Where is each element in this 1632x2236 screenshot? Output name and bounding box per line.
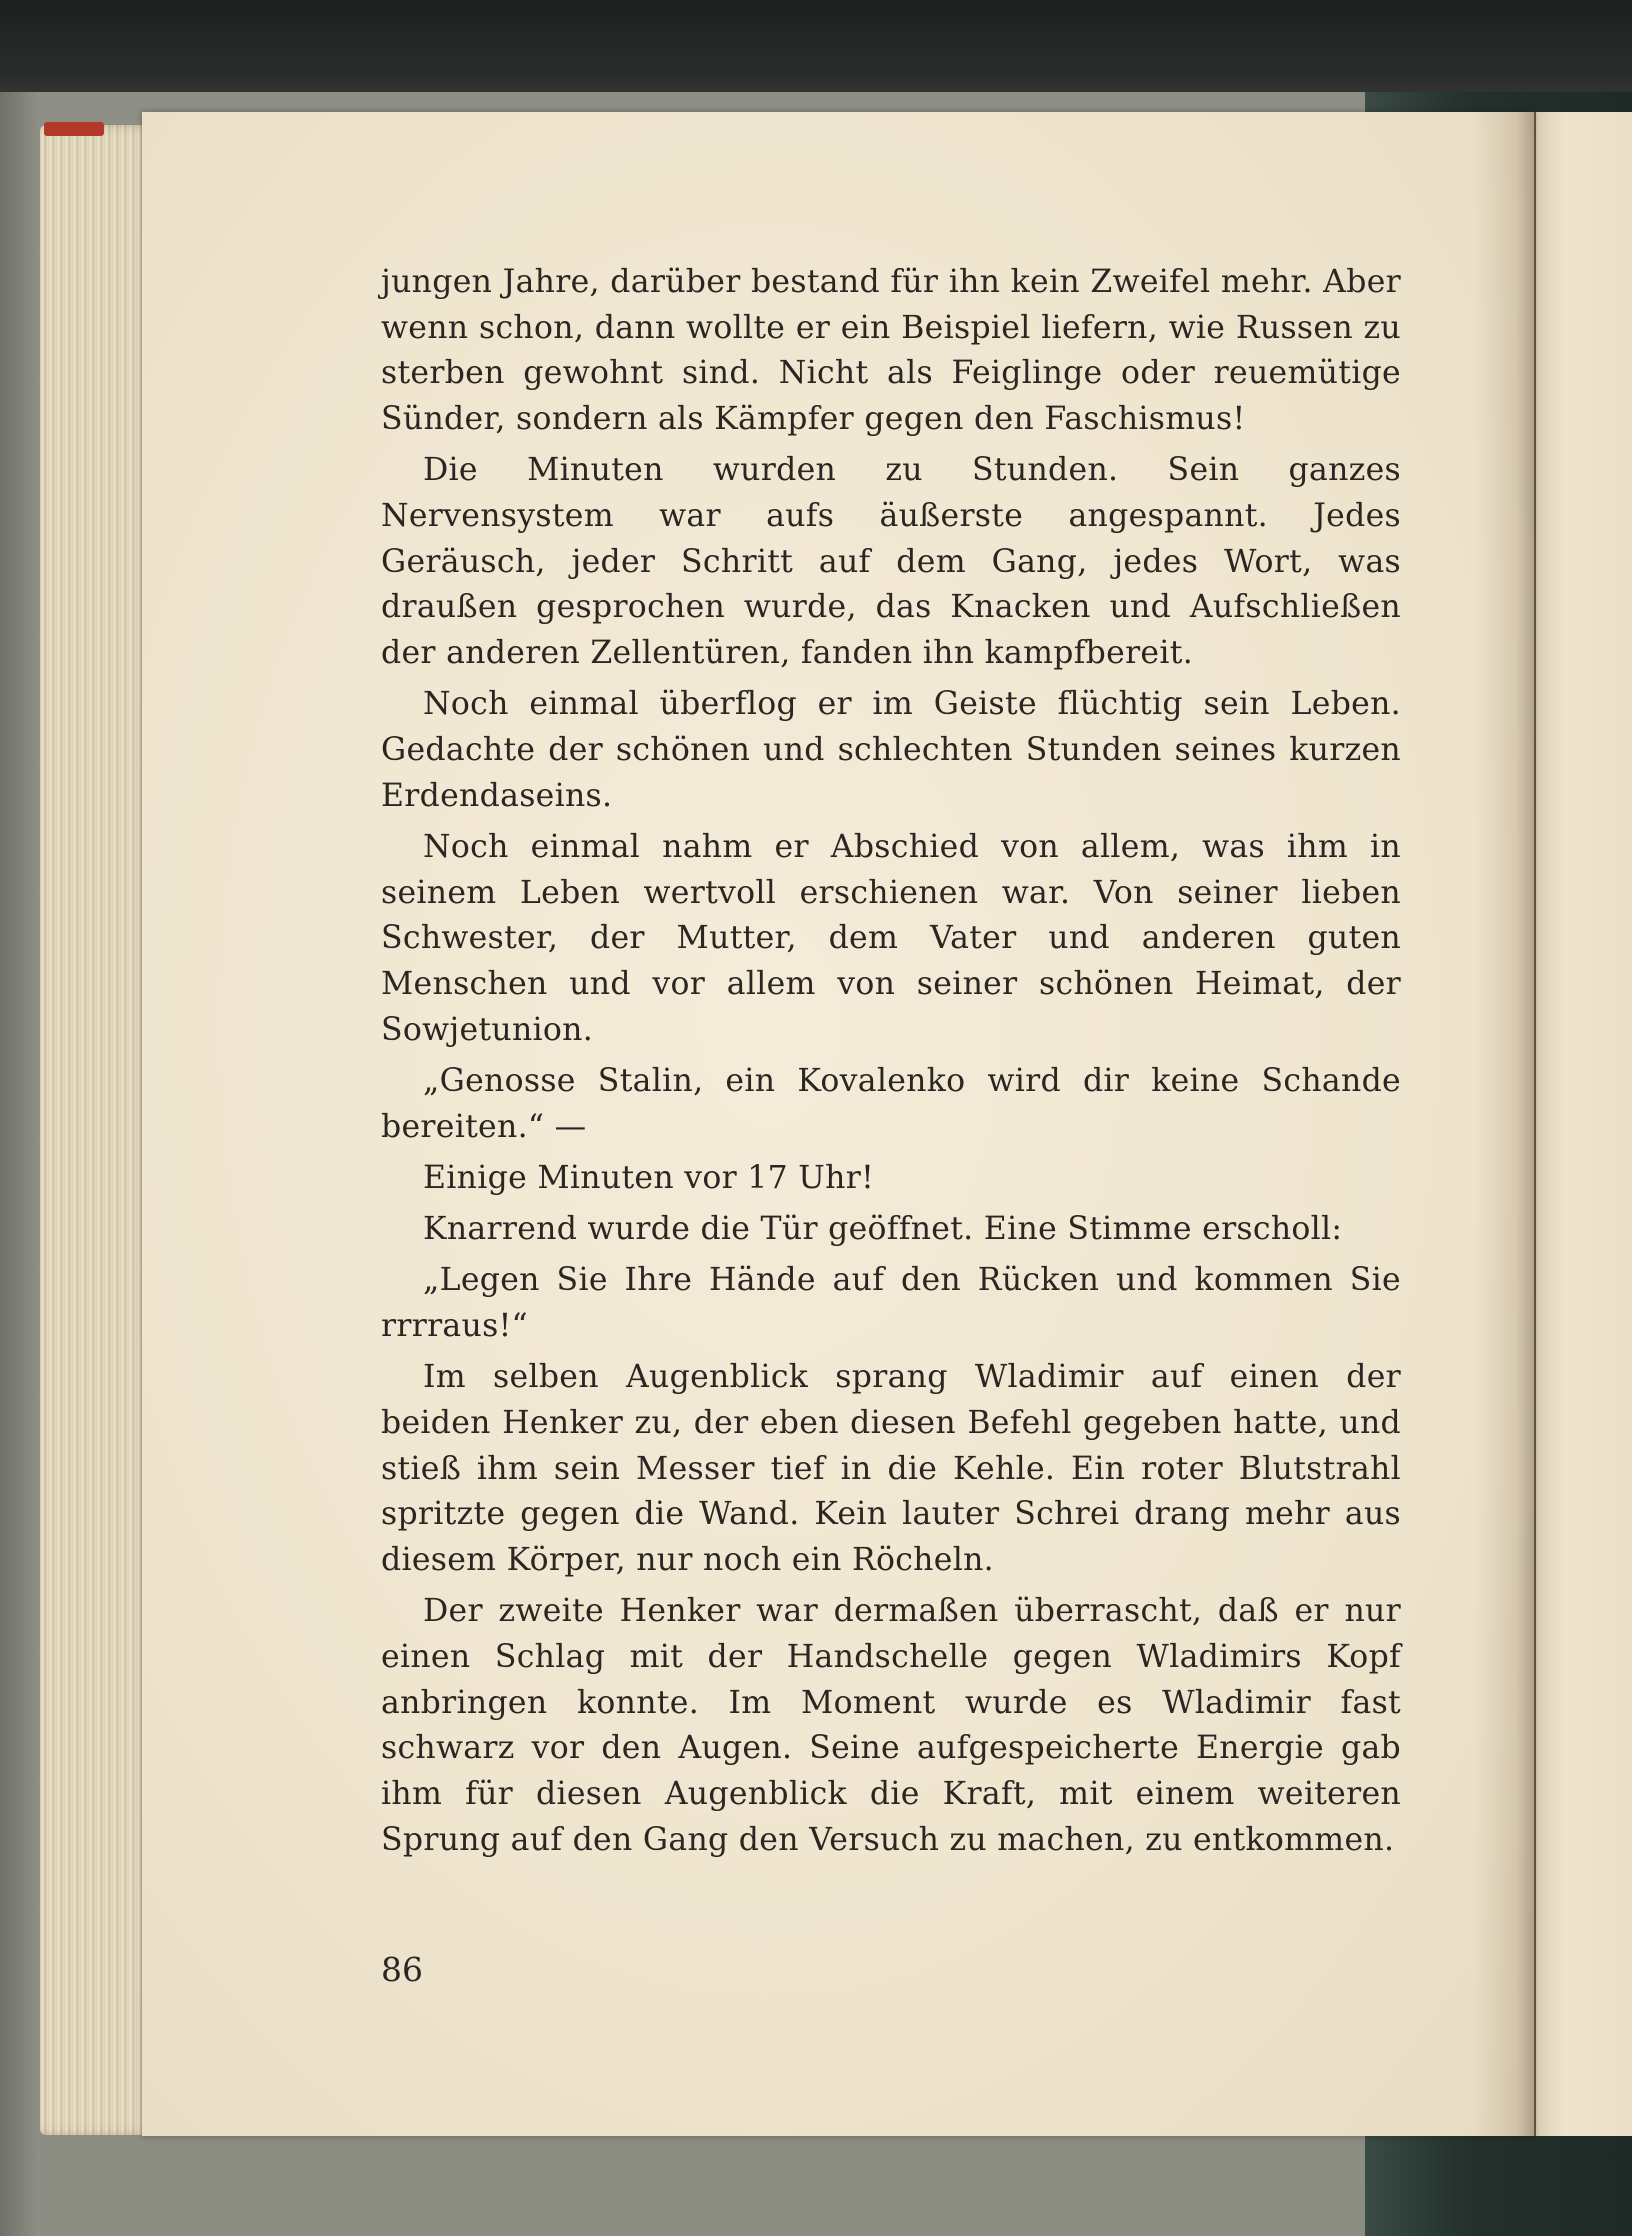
paragraph: Die Minuten wurden zu Stunden. Sein ganzes Nervensystem war aufs äußerste angespannt. Jedes Geräusch, jeder Schritt auf dem Gang, jedes Wort, was draußen gesprochen wurde, das Knacken und Aufschließen der anderen Zellentüren, fanden ihn kampfbereit. xyxy=(381,452,1401,672)
paragraph: „Legen Sie Ihre Hände auf den Rücken und kommen Sie rrrraus!“ xyxy=(381,1262,1401,1344)
paragraph: Im selben Augenblick sprang Wladimir auf einen der beiden Henker zu, der eben diesen Befehl gegeben hatte, und stieß ihm sein Messer tief in die Kehle. Ein roter Blutstrahl spritzte gegen die Wand. Kein lauter Schrei drang mehr aus diesem Körper, nur noch ein Röcheln. xyxy=(381,1359,1401,1578)
cover-edge xyxy=(0,92,40,2236)
paragraph: Noch einmal nahm er Abschied von allem, was ihm in seinem Leben wertvoll erschienen war. Von seiner lieben Schwester, der Mutter, dem Vater und anderen guten Menschen und vor allem von seiner schönen Heimat, der Sowjetunion. xyxy=(381,828,1401,1048)
paragraph: „Genosse Stalin, ein Kovalenko wird dir keine Schande bereiten.“ — xyxy=(381,1062,1401,1145)
paragraph: Noch einmal überflog er im Geiste flüchtig sein Leben. Gedachte der schönen und schlechten Stunden seines kurzen Erdendaseins. xyxy=(381,686,1401,814)
page-gutter-shadow xyxy=(1474,112,1534,2136)
page-number: 86 xyxy=(381,1950,423,1989)
paragraph: Knarrend wurde die Tür geöffnet. Eine Stimme erscholl: xyxy=(423,1211,1343,1248)
page-text xyxy=(381,260,1401,1869)
adjacent-page xyxy=(1534,112,1632,2136)
paragraph: Der zweite Henker war dermaßen überrascht, daß er nur einen Schlag mit der Handschelle gegen Wladimirs Kopf anbringen konnte. Im Moment wurde es Wladimir fast schwarz vor den Augen. Seine aufgespeicherte Energie gab ihm für diesen Augenblick die Kraft, mit einem weiteren Sprung auf den Gang den Versuch zu machen, zu entkommen. xyxy=(381,1593,1401,1858)
paragraph: Einige Minuten vor 17 Uhr! xyxy=(423,1159,875,1196)
red-page-edge xyxy=(44,122,104,136)
paragraph: jungen Jahre, darüber bestand für ihn kein Zweifel mehr. Aber wenn schon, dann wollte er ein Beispiel liefern, wie Russen zu sterben gewohnt sind. Nicht als Feiglinge oder reuemütige Sünder, sondern als Kämpfer gegen den Faschismus! xyxy=(381,264,1401,438)
